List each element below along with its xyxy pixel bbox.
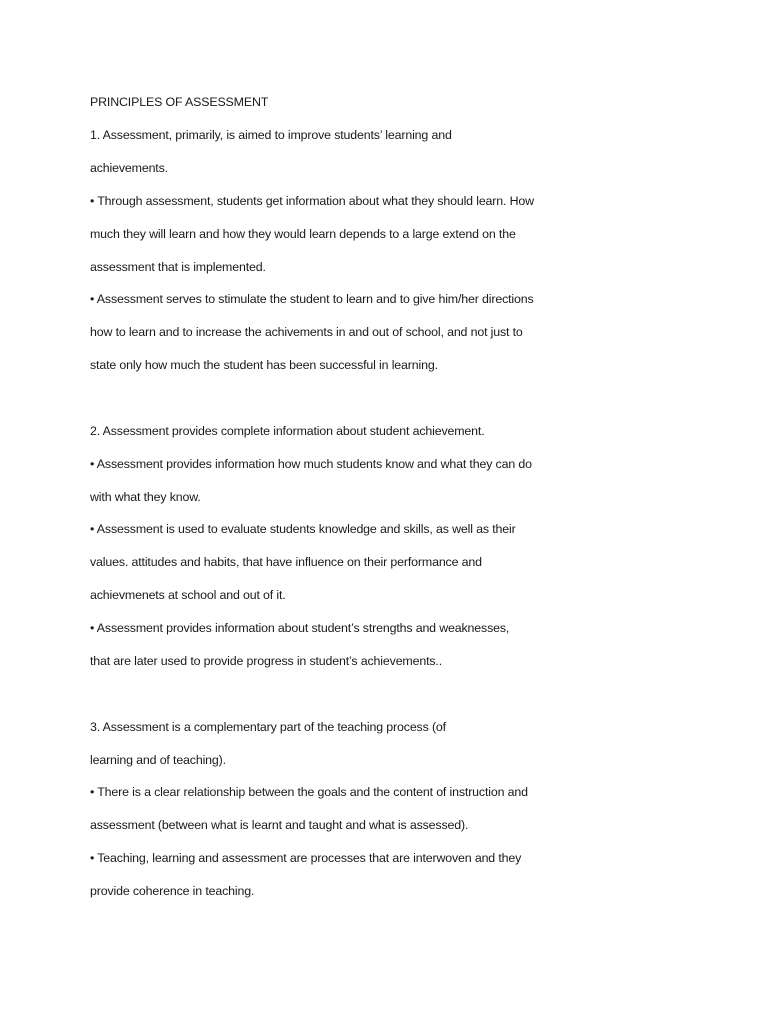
section-1-heading: 1. Assessment, primarily, is aimed to improve students’ learning and [90,128,452,142]
section-1-bullet: • Through assessment, students get information about what they should learn. How [90,194,534,208]
section-1-line: how to learn and to increase the achivements in and out of school, and not just to [90,325,523,339]
section-2-line: that are later used to provide progress in student’s achievements.. [90,654,443,668]
section-1-line: assessment that is implemented. [90,260,266,274]
document-title: PRINCIPLES OF ASSESSMENT [90,95,269,109]
section-1-line: state only how much the student has been successful in learning. [90,358,438,372]
section-3-bullet: • There is a clear relationship between the goals and the content of instruction and [90,785,528,799]
section-1-bullet: • Assessment serves to stimulate the student to learn and to give him/her directions [90,292,534,306]
section-2-bullet: • Assessment provides information how much students know and what they can do [90,457,532,471]
section-1-line: much they will learn and how they would learn depends to a large extend on the [90,227,516,241]
section-3-line: learning and of teaching). [90,753,226,767]
section-3-line: provide coherence in teaching. [90,884,255,898]
section-2-heading: 2. Assessment provides complete information about student achievement. [90,424,485,438]
section-2-line: with what they know. [90,490,201,504]
section-3-line: assessment (between what is learnt and taught and what is assessed). [90,818,469,832]
section-3-bullet: • Teaching, learning and assessment are processes that are interwoven and they [90,851,522,865]
section-1-line: achievements. [90,161,168,175]
section-2-bullet: • Assessment provides information about student’s strengths and weaknesses, [90,621,510,635]
section-3-heading: 3. Assessment is a complementary part of the teaching process (of [90,720,446,734]
section-2-line: achievmenets at school and out of it. [90,588,286,602]
section-2-bullet: • Assessment is used to evaluate students knowledge and skills, as well as their [90,522,516,536]
section-2-line: values. attitudes and habits, that have influence on their performance and [90,555,482,569]
